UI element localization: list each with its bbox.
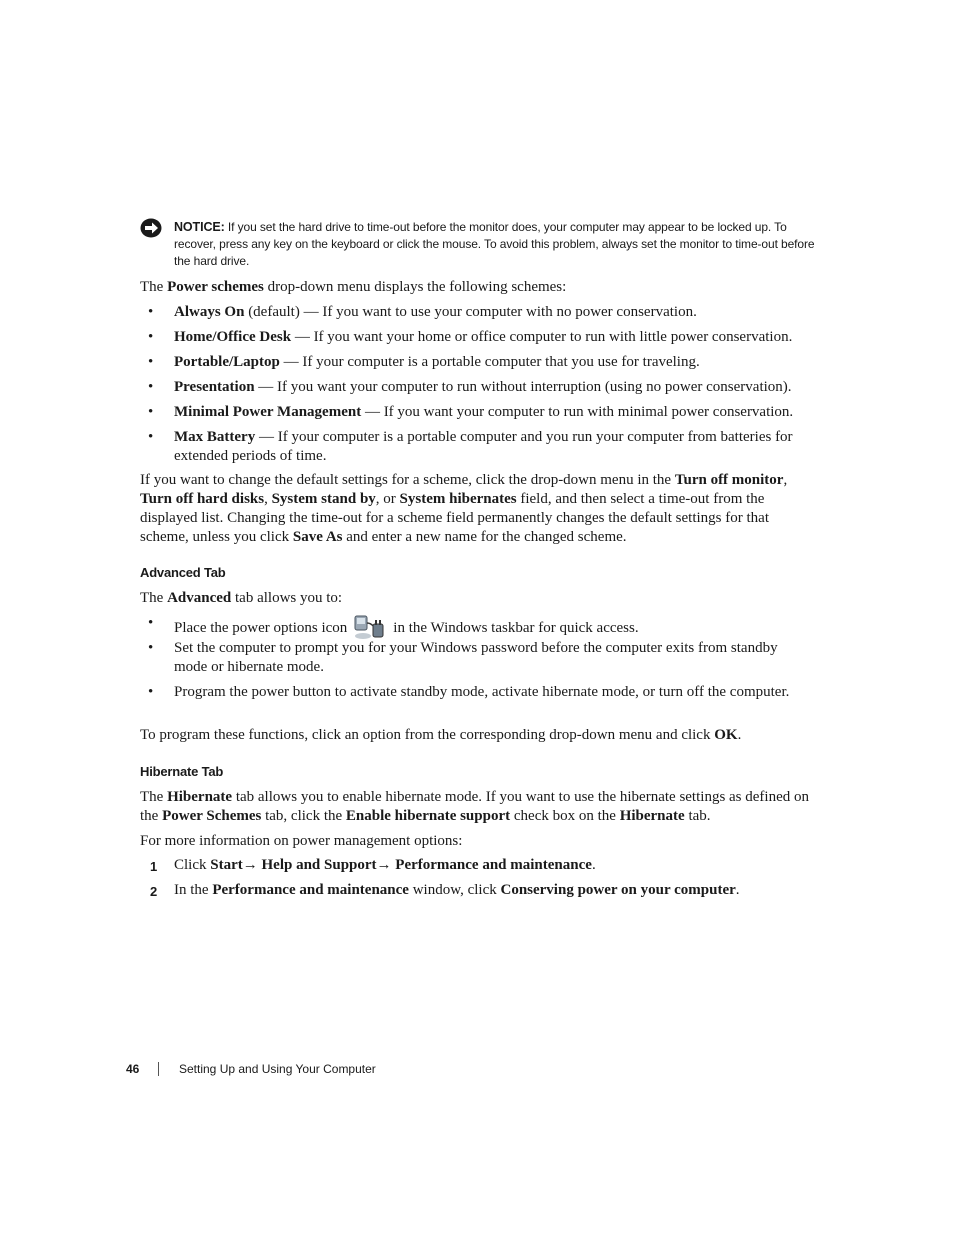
power-schemes-intro: [140, 278, 820, 297]
more-info-line: For more information on power management options:: [140, 833, 463, 849]
scheme-desc: — If your computer is a portable computer that you use for traveling.: [279, 354, 700, 370]
scheme-name: Minimal Power Management: [174, 404, 362, 420]
notice-label: NOTICE:: [174, 220, 225, 234]
scheme-desc: — If you want your home or office computer to run with little power conservation.: [291, 329, 793, 345]
scheme-desc: — If you want your computer to run without interruption (using no power conservation).: [254, 379, 792, 395]
notice-body: If you set the hard drive to time-out before the monitor does, your computer may appear to be locked up. To recover, press any key on the keyboard or click the mouse. To avoid this problem, always set the monitor to time-out before the hard drive.: [174, 220, 815, 268]
notice-text: [174, 219, 820, 270]
scheme-desc: — If your computer is a portable computer and you run your computer from batteries for extended periods of time.: [174, 429, 793, 464]
page-number: 46: [126, 1062, 140, 1076]
scheme-name: Portable/Laptop: [174, 354, 280, 370]
notice-arrow-icon: [140, 218, 164, 238]
intro-bold: Power schemes: [167, 279, 264, 295]
power-options-icon: [351, 614, 387, 642]
intro-text-end: drop-down menu displays the following schemes:: [263, 279, 567, 295]
hibernate-paragraph: The Hibernate tab allows you to enable hibernate mode. If you want to use the hibernate settings as defined on the Power Schemes tab, click the Enable hibernate support check box on the Hibernate tab.: [140, 789, 809, 824]
scheme-name: Max Battery: [174, 429, 256, 445]
hibernate-tab-heading: Hibernate Tab: [140, 764, 224, 779]
footer-section-title: Setting Up and Using Your Computer: [179, 1062, 376, 1076]
scheme-name: Always On: [174, 304, 245, 320]
program-functions-paragraph: To program these functions, click an option from the corresponding drop-down menu and click OK.: [140, 727, 742, 743]
advanced-bullet-text-end: in the Windows taskbar for quick access.: [393, 620, 639, 636]
footer-divider: [158, 1062, 159, 1076]
change-settings-paragraph: If you want to change the default settings for a scheme, click the drop-down menu in the Turn off monitor, Turn off hard disks, System stand by, or System hibernates field, and then select a time-out from the displayed list. Changing the time-out for a scheme field permanently changes the default settings for that scheme, unless you click Save As and enter a new name for the changed scheme.: [140, 472, 788, 545]
scheme-name: Presentation: [174, 379, 255, 395]
scheme-desc: (default) — If you want to use your computer with no power conservation.: [244, 304, 697, 320]
advanced-bullet-text: Place the power options icon: [174, 620, 348, 636]
advanced-intro: The Advanced tab allows you to:: [140, 590, 343, 606]
scheme-name: Home/Office Desk: [174, 329, 292, 345]
scheme-desc: — If you want your computer to run with minimal power conservation.: [361, 404, 794, 420]
intro-text: The: [140, 279, 168, 295]
advanced-tab-heading: Advanced Tab: [140, 565, 226, 580]
